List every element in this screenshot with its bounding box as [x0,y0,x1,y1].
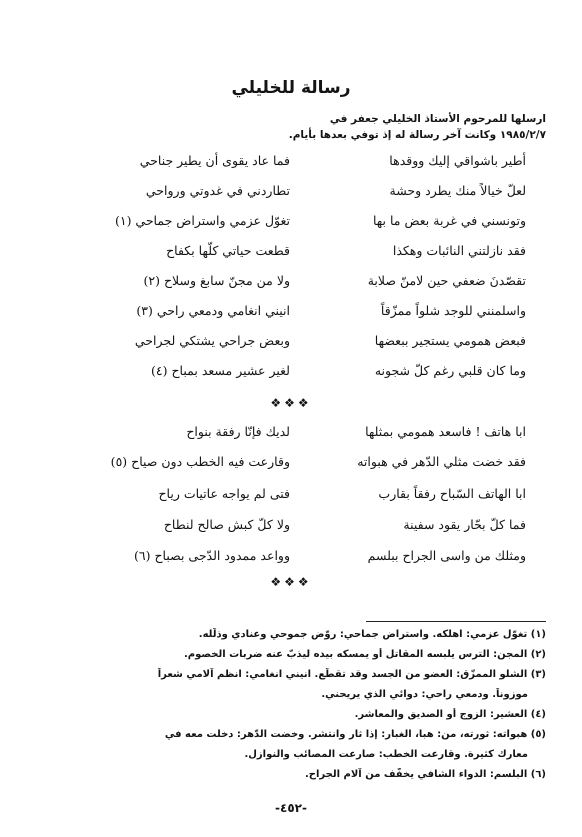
verse-second-hemistich: وقارعت فيه الخطب دون صياح (٥) [110,454,290,469]
footnote-continuation: موزوناً. ودمعي راحي: دوائي الذي يريحني. [321,689,528,700]
verse-first-hemistich: فقد خضت مثلي الدّهر في هبواته [357,454,526,469]
verse-first-hemistich: فقد نازلتني النائبات وهكذا [392,243,526,258]
intro-line-2: ١٩٨٥/٢/٧ وكانت آخر رسالة له إذ توفي بعدها بأيام. [288,129,546,141]
footnote: (٢) المجن: الترس يلبسه المقاتل أو يمسكه بيده ليذبّ عنه ضربات الخصوم. [183,649,546,660]
verse-row [0,270,582,294]
verse-second-hemistich: لغير عشير مسعد بمباح (٤) [151,363,290,378]
verse-first-hemistich: وتونسني في غربة بعض ما بها [372,213,526,228]
verse-row [0,180,582,204]
verse-first-hemistich: فما كلّ بحّار يقود سفينة [403,517,526,532]
footnote: (٥) هبواته: ثورته، من: هبا، الغبار: إذا ثار وانتشر. وخضت الدّهر: دخلت معه في [164,729,546,740]
verse-row [0,240,582,264]
verse-row [0,360,582,384]
verse-second-hemistich: وواعد ممدود الدّجى بصباح (٦) [134,548,290,563]
verse-first-hemistich: ومثلك من واسى الجراح ببلسم [367,548,526,563]
footnote: (٦) البلسم: الدواء الشافي يخفّف من آلام الجراح. [305,769,546,780]
verse-first-hemistich: واسلمنني للوجد شلواً ممزّقاً [380,303,526,318]
footnote-divider [366,621,546,622]
footnote: (٣) الشلو الممزّق: العضو من الجسد وقد تقطّع. انيني انغامي: انظم آلامي شعراً [157,669,546,680]
verse-row [0,545,582,569]
verse-second-hemistich: انيني انغامي ودمعي راحي (٣) [136,303,290,318]
verse-second-hemistich: فتى لم يواجه عاتيات رياح [158,486,290,501]
verse-row [0,514,582,538]
verse-first-hemistich: ابا هاتف ! فاسعد همومي بمثلها [365,424,526,439]
verse-second-hemistich: ولا من مجنّ سابغ وسلاح (٢) [143,273,290,288]
verse-first-hemistich: أطير باشواقي إليك ووقدها [389,153,526,168]
verse-row [0,300,582,324]
verse-first-hemistich: لعلّ خيالاً منك يطرد وحشة [389,183,526,198]
footnote: (١) تغوّل عزمي: اهلكه. واستراض جماحي: روّض جموحي وعنادي وذلّله. [198,629,546,640]
poem-title: رسالة للخليلي [231,78,351,98]
footnote: (٤) العشير: الزوج أو الصديق والمعاشر. [354,709,546,720]
verse-first-hemistich: ابا الهاتف السّباح رفقاً بقارب [378,486,526,501]
verse-row [0,483,582,507]
intro-line-1: ارسلها للمرحوم الأستاذ الخليلي جعفر في [329,113,546,125]
verse-first-hemistich: وما كان قلبي رغم كلّ شجونه [374,363,526,378]
verse-row [0,330,582,354]
page-number: -٤٥٢- [275,801,307,815]
section-separator: ❖❖❖ [270,575,312,589]
verse-second-hemistich: فما عاد يقوى أن يطير جناحي [139,153,290,168]
footnote-continuation: معارك كثيرة. وقارعت الخطب: صارعت المصائب والنوازل. [244,749,528,760]
verse-row [0,210,582,234]
verse-second-hemistich: لديك فإنّا رفقة بنواح [186,424,290,439]
verse-second-hemistich: قطعت حياتي كلّها بكفاح [166,243,290,258]
verse-first-hemistich: فبعض همومي يستجير ببعضها [374,333,526,348]
verse-row [0,451,582,475]
verse-row [0,421,582,445]
verse-row [0,150,582,174]
verse-second-hemistich: تغوّل عزمي واستراض جماحي (١) [114,213,290,228]
verse-first-hemistich: تقصّدنَ ضعفي حين لامنّ صلابة [367,273,526,288]
verse-second-hemistich: تطاردني في غدوتي ورواحي [145,183,290,198]
verse-second-hemistich: وبعض جراحي يشتكي لجراحي [134,333,290,348]
section-separator: ❖❖❖ [270,396,312,410]
verse-second-hemistich: ولا كلّ كبش صالح لنطاح [163,517,290,532]
